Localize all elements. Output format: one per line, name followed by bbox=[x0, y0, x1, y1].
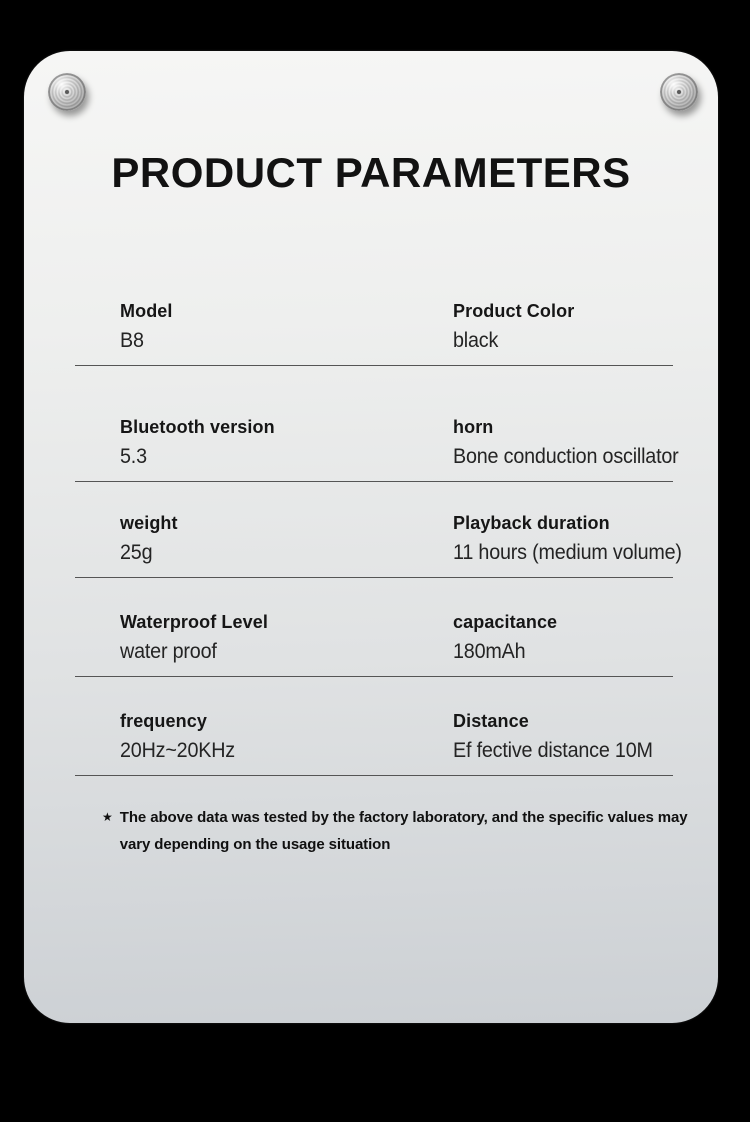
spec-value: water proof bbox=[120, 640, 217, 663]
spec-value: 20Hz~20KHz bbox=[120, 739, 235, 762]
spec-cell bbox=[453, 610, 557, 667]
footnote bbox=[102, 804, 702, 858]
spec-label: Model bbox=[120, 301, 173, 321]
spec-value: Bone conduction oscillator bbox=[453, 445, 679, 468]
screw-icon bbox=[48, 73, 86, 111]
spec-cell bbox=[120, 415, 275, 472]
footnote-text bbox=[120, 804, 688, 858]
spec-row bbox=[75, 610, 673, 677]
spec-cell bbox=[453, 511, 696, 568]
spec-value: 180mAh bbox=[453, 640, 526, 663]
spec-cell bbox=[453, 415, 693, 472]
spec-cell bbox=[120, 299, 173, 356]
spec-value: 25g bbox=[120, 541, 153, 564]
spec-row bbox=[75, 299, 673, 366]
spec-label: frequency bbox=[120, 711, 207, 731]
spec-label: horn bbox=[453, 417, 494, 437]
spec-value: B8 bbox=[120, 329, 144, 352]
spec-label: Distance bbox=[453, 711, 529, 731]
spec-label: Waterproof Level bbox=[120, 612, 268, 632]
spec-label: Playback duration bbox=[453, 513, 610, 533]
spec-cell bbox=[120, 709, 242, 766]
spec-cell bbox=[453, 299, 574, 356]
spec-row bbox=[75, 415, 679, 482]
spec-row bbox=[75, 709, 673, 776]
product-parameters-card bbox=[24, 51, 718, 1023]
footnote-line-2: vary depending on the usage situation bbox=[119, 836, 391, 853]
spec-value: black bbox=[453, 329, 499, 352]
spec-cell bbox=[120, 511, 178, 568]
star-icon: ★ bbox=[102, 810, 113, 824]
screw-icon bbox=[660, 73, 698, 111]
spec-value: 5.3 bbox=[120, 445, 147, 468]
spec-row bbox=[75, 511, 682, 578]
spec-value: Ef fective distance 10M bbox=[453, 739, 653, 762]
footnote-line-1: The above data was tested by the factory laboratory, and the specific values may bbox=[119, 809, 688, 826]
spec-value: 11 hours (medium volume) bbox=[453, 541, 682, 564]
spec-label: Bluetooth version bbox=[120, 417, 275, 437]
spec-cell bbox=[120, 610, 268, 667]
spec-cell bbox=[453, 709, 666, 766]
page-title: PRODUCT PARAMETERS bbox=[111, 149, 631, 196]
spec-label: capacitance bbox=[453, 612, 558, 632]
spec-label: weight bbox=[120, 513, 178, 533]
spec-label: Product Color bbox=[453, 301, 575, 321]
